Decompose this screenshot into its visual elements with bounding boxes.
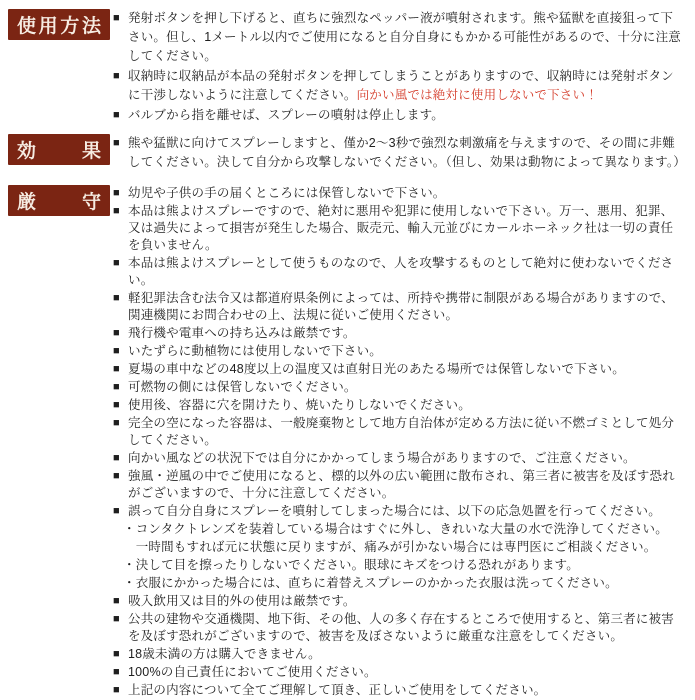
section-usage	[0, 9, 695, 126]
heading-char: 守	[81, 192, 101, 213]
instruction-text: 本品は熊よけスプレーとして使うものなので、人を攻撃するものとして絶対に使わないでください。	[128, 256, 674, 287]
section-effect-heading	[8, 134, 110, 165]
instruction-item	[113, 134, 687, 172]
instruction-item	[113, 361, 683, 378]
instruction-text: 100%の自己責任においてご使用ください。	[128, 665, 377, 679]
bullet-square-icon: ■	[113, 666, 120, 678]
instruction-text: 発射ボタンを押し下げると、直ちに強烈なペッパー液が噴射されます。熊や猛獣を直接狙って下さい。但し、1メートル以内でご使用になると自分自身にもかかる可能性があるので、十分に注意してください。	[128, 11, 682, 63]
section-strict-label-col	[8, 185, 110, 216]
bullet-square-icon: ■	[113, 292, 120, 304]
bullet-square-icon: ■	[113, 470, 120, 482]
instruction-item	[113, 503, 683, 520]
instruction-item	[113, 343, 683, 360]
section-usage-heading	[8, 9, 110, 40]
instruction-item	[113, 468, 683, 502]
section-usage-label-col	[8, 9, 110, 40]
heading-char: 果	[81, 141, 101, 162]
bullet-square-icon: ■	[113, 613, 120, 625]
bullet-square-icon: ■	[113, 257, 120, 269]
bullet-square-icon: ■	[113, 109, 120, 121]
instruction-item	[113, 203, 683, 254]
bullet-square-icon: ■	[113, 345, 120, 357]
instruction-text: 強風・逆風の中でご使用になると、標的以外の広い範囲に散布され、第三者に被害を及ぼす恐れがございますので、十分に注意してください。	[128, 469, 675, 500]
heading-char: 用	[38, 16, 58, 37]
instruction-text: 夏場の車中などの48度以上の温度又は直射日光のあたる場所では保管しないで下さい。	[128, 362, 625, 376]
instruction-item	[113, 664, 683, 681]
instruction-item	[113, 255, 683, 289]
instruction-item	[113, 106, 683, 125]
sub-instruction-line: ・決して目を擦ったりしないでください。眼球にキズをつける恐れがあります。	[123, 558, 579, 572]
sub-instruction-line: ・コンタクトレンズを装着している場合はすぐに外し、きれいな大量の水で洗浄してください。	[123, 522, 668, 536]
bullet-square-icon: ■	[113, 648, 120, 660]
instruction-text: 幼児や子供の手の届くところには保管しないで下さい。	[128, 186, 446, 200]
instruction-text: 上記の内容について全てご理解して頂き、正しいご使用をしてください。	[128, 683, 547, 697]
instruction-text: 可燃物の側には保管しないでください。	[128, 380, 357, 394]
instruction-item	[113, 415, 683, 449]
bullet-square-icon: ■	[113, 327, 120, 339]
heading-char: 使	[17, 16, 37, 37]
instruction-item	[113, 682, 683, 699]
heading-char: 効	[17, 141, 37, 162]
instruction-item	[113, 290, 683, 324]
instruction-item	[113, 9, 683, 66]
heading-char: 厳	[17, 192, 37, 213]
instruction-item	[113, 450, 683, 467]
sub-instruction-line: ・衣服にかかった場合には、直ちに着替えスプレーのかかった衣服は洗ってください。	[123, 576, 618, 590]
instruction-item	[113, 325, 683, 342]
heading-char: 方	[60, 16, 80, 37]
bullet-square-icon: ■	[113, 417, 120, 429]
section-strict	[0, 185, 695, 700]
instruction-text: 熊や猛獣に向けてスプレーしますと、僅か2～3秒で強烈な刺激痛を与えますので、その間に非難してください。決して自分から攻撃しないでください。（但し、効果は動物によって異なります。）	[128, 136, 687, 169]
instruction-text: 軽犯罪法含む法令又は都道府県条例によっては、所持や携帯に制限がある場合がありますので、関連機関にお問合わせの上、法規に従いご使用ください。	[128, 291, 674, 322]
instruction-text: 公共の建物や交通機関、地下街、その他、人の多く存在するところで使用すると、第三者に被害を及ぼす恐れがございますので、被害を及ぼさないように厳重な注意をしてください。	[128, 612, 674, 643]
instruction-text: 飛行機や電車への持ち込みは厳禁です。	[128, 326, 356, 340]
instruction-text: 完全の空になった容器は、一般廃棄物として地方自治体が定める方法に従い不燃ゴミとして処分してください。	[128, 416, 675, 447]
bullet-square-icon: ■	[113, 381, 120, 393]
section-strict-item-list	[113, 185, 683, 700]
instruction-text: 収納時に収納品が本品の発射ボタンを押してしまうことがありますので、収納時には発射ボタンに干渉しないように注意してください。	[128, 69, 674, 102]
warning-text: 向かい風では絶対に使用しないで下さい！	[356, 88, 598, 102]
bullet-square-icon: ■	[113, 595, 120, 607]
bullet-square-icon: ■	[113, 363, 120, 375]
instruction-text: 向かい風などの状況下では自分にかかってしまう場合がありますので、ご注意ください。	[128, 451, 636, 465]
bullet-square-icon: ■	[113, 205, 120, 217]
bullet-square-icon: ■	[113, 452, 120, 464]
instruction-text: 吸入飲用又は目的外の使用は厳禁です。	[128, 594, 356, 608]
instruction-text: 18歳未満の方は購入できません。	[128, 647, 321, 661]
instruction-text: 使用後、容器に穴を開けたり、焼いたりしないでください。	[128, 398, 471, 412]
instruction-item	[113, 185, 683, 202]
bullet-square-icon: ■	[113, 505, 120, 517]
instruction-item	[113, 611, 683, 645]
instruction-text: バルブから指を離せば、スプレーの噴射は停止します。	[128, 108, 445, 122]
section-effect	[0, 134, 695, 173]
heading-char: 法	[81, 16, 101, 37]
section-strict-heading	[8, 185, 110, 216]
section-effect-item-list	[113, 134, 687, 173]
instruction-item	[113, 379, 683, 396]
instruction-text: 本品は熊よけスプレーですので、絶対に悪用や犯罪に使用しないで下さい。万一、悪用、犯罪、又は過失によって損害が発生した場合、販売元、輸入元並びにカールホーネック社は一切の責任を負いません。	[128, 204, 674, 252]
section-effect-label-col	[8, 134, 110, 165]
bullet-square-icon: ■	[113, 12, 120, 24]
bullet-square-icon: ■	[113, 399, 120, 411]
instruction-text: 誤って自分自身にスプレーを噴射してしまった場合には、以下の応急処置を行ってください。	[128, 504, 661, 518]
sub-instruction-line: 一時間もすれば元に状態に戻りますが、痛みが引かない場合には専門医にご相談ください。	[123, 540, 657, 554]
instruction-item	[113, 397, 683, 414]
instruction-item	[113, 67, 683, 105]
bullet-square-icon: ■	[113, 187, 120, 199]
instruction-item	[113, 593, 683, 610]
section-usage-item-list	[113, 9, 683, 126]
bullet-square-icon: ■	[113, 70, 120, 82]
bullet-square-icon: ■	[113, 684, 120, 696]
instruction-text: いたずらに動植物には使用しないで下さい。	[128, 344, 383, 358]
bullet-square-icon: ■	[113, 137, 120, 149]
